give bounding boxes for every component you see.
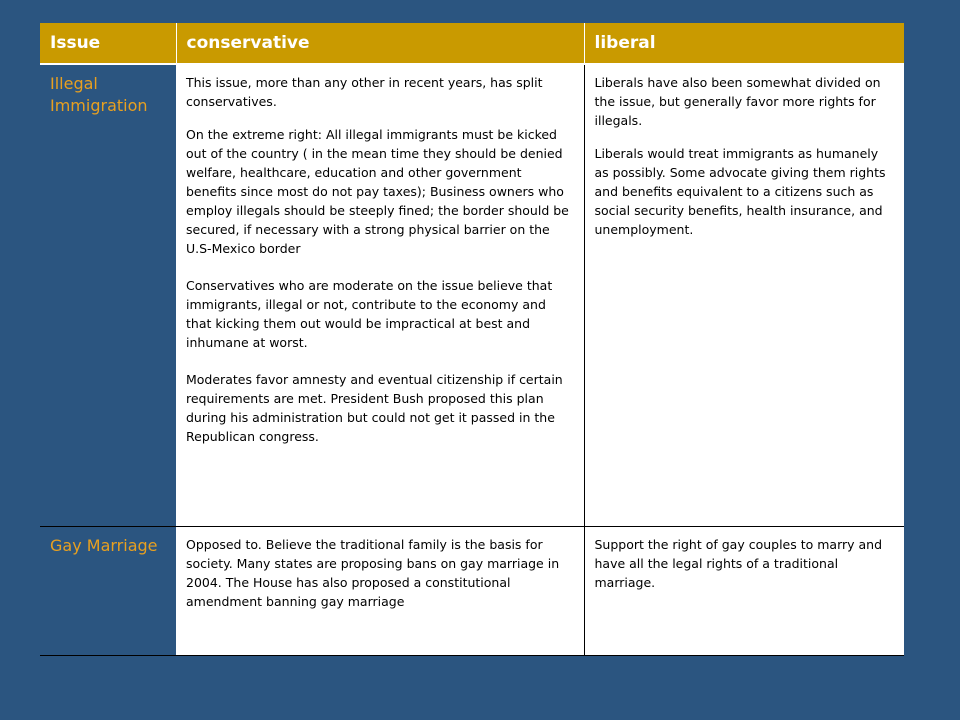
liberal-cell-gay-marriage	[584, 527, 904, 656]
header-conservative: conservative	[176, 23, 584, 64]
issue-cell-gay-marriage: Gay Marriage	[40, 527, 176, 656]
issue-cell-illegal-immigration: Illegal Immigration	[40, 64, 176, 527]
header-liberal: liberal	[584, 23, 904, 64]
conservative-paragraph: Conservatives who are moderate on the issue believe that immigrants, illegal or not, contribute to the economy and that kicking them out would be impractical at best and inhumane at worst.	[186, 278, 553, 350]
conservative-paragraph: Opposed to. Believe the traditional family is the basis for society. Many states are proposing bans on gay marriage in 2004. The House has also proposed a constitutional amendment banning gay marriage	[186, 537, 560, 609]
conservative-cell-gay-marriage	[176, 527, 584, 656]
header-row	[40, 23, 904, 64]
conservative-paragraph: On the extreme right: All illegal immigrants must be kicked out of the country ( in the mean time they should be denied welfare, healthcare, education and other government benefits since most do not pay taxes); Business owners who employ illegals should be steeply fined; the border should be secured, if necessary with a strong physical barrier on the U.S-Mexico border	[186, 127, 569, 256]
liberal-paragraph: Support the right of gay couples to marry and have all the legal rights of a traditional marriage.	[594, 537, 883, 590]
header-issue: Issue	[40, 23, 176, 64]
liberal-paragraph: Liberals would treat immigrants as humanely as possibly. Some advocate giving them rights and benefits equivalent to a citizens such as social security benefits, health insurance, and unemployment.	[594, 146, 886, 237]
liberal-cell-illegal-immigration	[584, 64, 904, 527]
table-row-illegal-immigration	[40, 64, 904, 527]
liberal-paragraph: Liberals have also been somewhat divided on the issue, but generally favor more rights for illegals.	[594, 75, 881, 128]
conservative-cell-illegal-immigration	[176, 64, 584, 527]
conservative-paragraph: This issue, more than any other in recent years, has split conservatives.	[186, 75, 543, 109]
conservative-paragraph: Moderates favor amnesty and eventual citizenship if certain requirements are met. President Bush proposed this plan during his administration but could not get it passed in the Republican congress.	[186, 372, 563, 444]
issues-table	[40, 23, 904, 656]
table-row-gay-marriage	[40, 527, 904, 656]
